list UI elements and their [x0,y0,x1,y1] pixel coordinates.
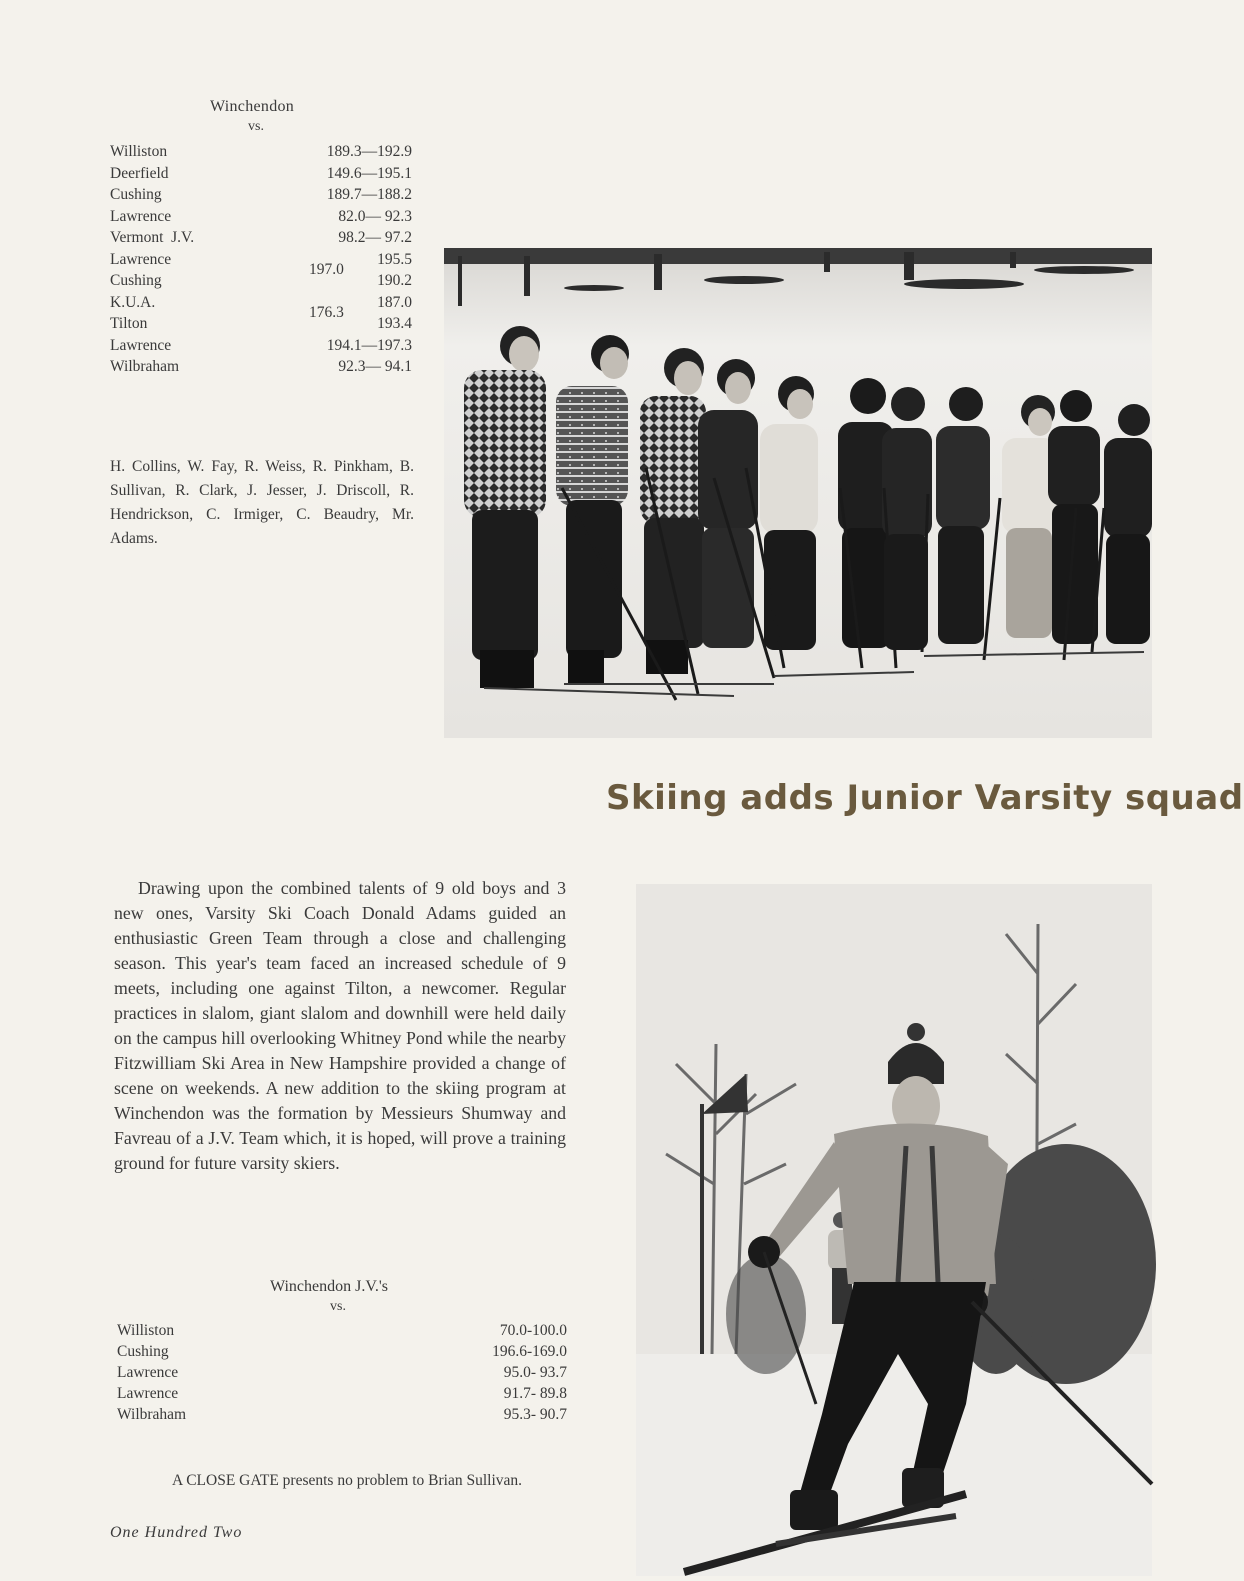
team-photo-caption: H. Collins, W. Fay, R. Weiss, R. Pinkham, B. Sullivan, R. Clark, J. Jesser, J. Driscoll, R. Hendrickson, C. Irmiger, C. Beaudry, Mr. Adams. [110,458,414,547]
opponent-name: Deerfield [110,164,169,182]
meet-score: 92.3— 94.1 [338,358,412,375]
jv-table-title: Winchendon J.V.'s [270,1278,388,1295]
opponent-name: Vermont J.V. [110,229,195,246]
opponent-name: Williston [117,1322,175,1339]
table-row [110,356,412,378]
opponent-name: Wilbraham [110,358,180,375]
table-row [110,335,412,357]
table-row [110,163,412,185]
meet-score: 149.6—195.1 [326,164,412,182]
varsity-vs-label: vs. [248,119,264,134]
table-row [117,1383,567,1404]
jv-results-table [117,1320,567,1425]
meet-score: 193.4 [377,315,412,332]
meet-score: 194.1—197.3 [326,336,412,354]
opponent-name: Lawrence [117,1364,179,1381]
meet-score: 91.7- 89.8 [503,1385,567,1402]
varsity-results-table [110,141,412,378]
opponent-name: Cushing [110,186,162,203]
triangular-meet-row [110,249,412,292]
table-row [110,227,412,249]
opponent-name: Tilton [110,315,148,332]
opponent-name: Cushing [117,1343,169,1360]
table-row [117,1362,567,1383]
varsity-table-title: Winchendon [210,98,295,115]
meet-score: 98.2— 97.2 [338,229,412,246]
opponent-name: Wilbraham [117,1406,187,1423]
table-row [110,141,412,163]
table-row [117,1404,567,1425]
jv-vs-label: vs. [330,1299,346,1314]
table-row [110,206,412,228]
meet-score: 189.7—188.2 [326,186,412,203]
table-row [117,1341,567,1362]
table-row [117,1320,567,1341]
opponent-name: Williston [110,143,168,160]
opponent-name: Lawrence [110,336,172,354]
meet-score: 187.0 [377,293,412,311]
meet-score: 190.2 [377,272,412,289]
opponent-name: Cushing [110,272,162,289]
skier-photo [636,884,1152,1576]
winchendon-score: 176.3 [309,303,344,321]
article-headline: Skiing adds Junior Varsity squad [606,778,1244,818]
body-paragraph: Drawing upon the combined talents of 9 old boys and 3 new ones, Varsity Ski Coach Donald Adams guided an enthusiastic Green Team through a close and challenging season. This year's team faced an increased schedule of 9 meets, including one against Tilton, a newcomer. Regular practices in slalom, giant slalom and downhill were held daily on the campus hill overlooking Whitney Pond while the nearby Fitzwilliam Ski Area in New Hampshire provided a change of scene on weekends. A new addition to the skiing program at Winchendon was the formation by Messieurs Shumway and Favreau of a J.V. Team which, it is hoped, will prove a training ground for future varsity skiers. [114,878,566,1173]
winchendon-score: 197.0 [309,260,344,278]
opponent-name: Lawrence [110,207,172,225]
table-row [110,184,412,206]
meet-score: 95.0- 93.7 [503,1364,567,1381]
meet-score: 189.3—192.9 [326,143,412,160]
meet-score: 95.3- 90.7 [503,1406,567,1423]
meet-score: 82.0— 92.3 [338,207,412,225]
triangular-meet-row [110,292,412,335]
skier-photo-caption: A CLOSE GATE presents no problem to Brian Sullivan. [172,1472,523,1489]
meet-score: 70.0-100.0 [499,1322,567,1339]
team-photo [444,248,1152,738]
opponent-name: Lawrence [117,1385,179,1402]
opponent-name: K.U.A. [110,293,156,311]
meet-score: 196.6-169.0 [492,1343,567,1360]
meet-score: 195.5 [377,250,412,268]
article-body [114,876,566,1176]
opponent-name: Lawrence [110,250,172,268]
page-number: One Hundred Two [110,1524,243,1541]
